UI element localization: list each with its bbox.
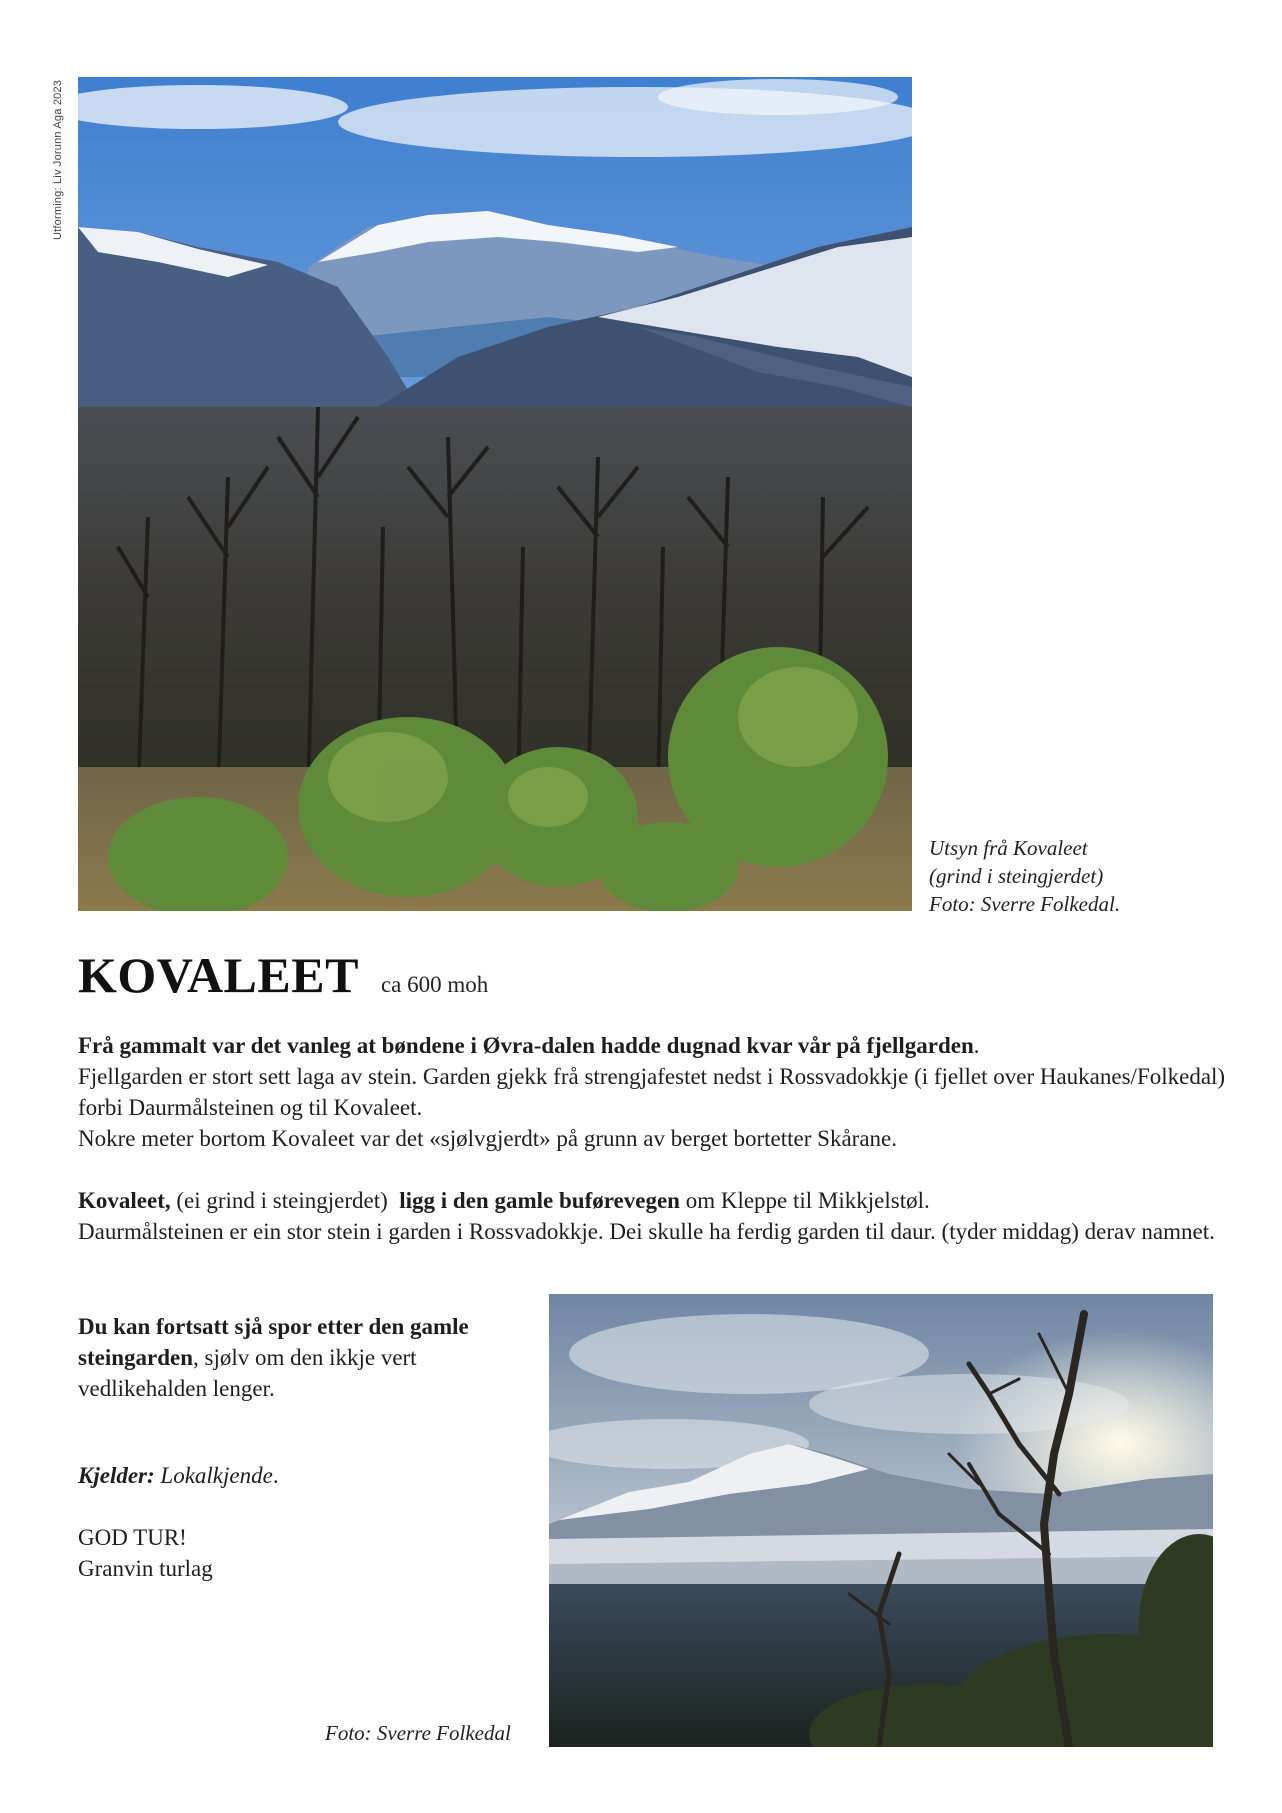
signature: Granvin turlag [78,1556,213,1581]
greeting: GOD TUR! [78,1525,187,1550]
sources-end: . [272,1463,279,1488]
history-lead-end: . [973,1033,980,1058]
side-text-rest: , sjølv om den ikkje vert vedlikehalden lenger. [78,1345,417,1401]
caption-line-3: Foto: Sverre Folkedal. [929,892,1121,916]
sources [78,1460,528,1491]
kovaleet-bold-2: ligg i den gamle buførevegen [399,1188,680,1213]
page-title: KOVALEET [78,947,359,1003]
history-line-2: Fjellgarden er stort sett laga av stein. Garden gjekk frå strengjafestet nedst i Rossvadokkje (i fjellet over Haukanes/Folkedal) forbi Daurmålsteinen og til Kovaleet. [78,1064,1226,1120]
sources-value: Lokalkjende [154,1463,273,1488]
history-line-3: Nokre meter bortom Kovaleet var det «sjølvgjerdt» på grunn av berget bortetter Skårane. [78,1126,897,1151]
heading [78,946,488,1004]
kovaleet-bold-1: Kovaleet, [78,1188,171,1213]
side-text [78,1311,528,1584]
photo-fjord-view [78,77,912,911]
caption-line-1: Utsyn frå Kovaleet [929,836,1088,860]
photo-mountain-sunset-image [549,1294,1213,1747]
kovaleet-text-1: (ei grind i steingjerdet) [170,1188,400,1213]
history-lead-bold: Frå gammalt var det vanleg at bøndene i Øvra-dalen hadde dugnad kvar vår på fjellgarden [78,1033,974,1058]
photo-fjord-caption [929,834,1120,918]
design-credit: Utforming: Liv Jorunn Aga 2023 [52,79,64,240]
sources-label: Kjelder: [78,1463,155,1488]
altitude: ca 600 moh [380,972,489,997]
side-text-bold: Du kan fortsatt sjå spor etter den gamle steingarden [78,1314,469,1370]
kovaleet-line-2: Daurmålsteinen er ein stor stein i garden i Rossvadokkje. Dei skulle ha ferdig garden til daur. (tyder middag) derav namnet. [78,1219,1215,1244]
paragraph-kovaleet [78,1185,1228,1247]
kovaleet-text-2: om Kleppe til Mikkjelstøl. [679,1188,930,1213]
photo-fjord-view-image [78,77,912,911]
paragraph-history [78,1030,1228,1154]
caption-line-2: (grind i steingjerdet) [929,864,1104,888]
photo-sunset-caption: Foto: Sverre Folkedal [325,1721,511,1745]
photo-mountain-sunset [549,1294,1213,1747]
